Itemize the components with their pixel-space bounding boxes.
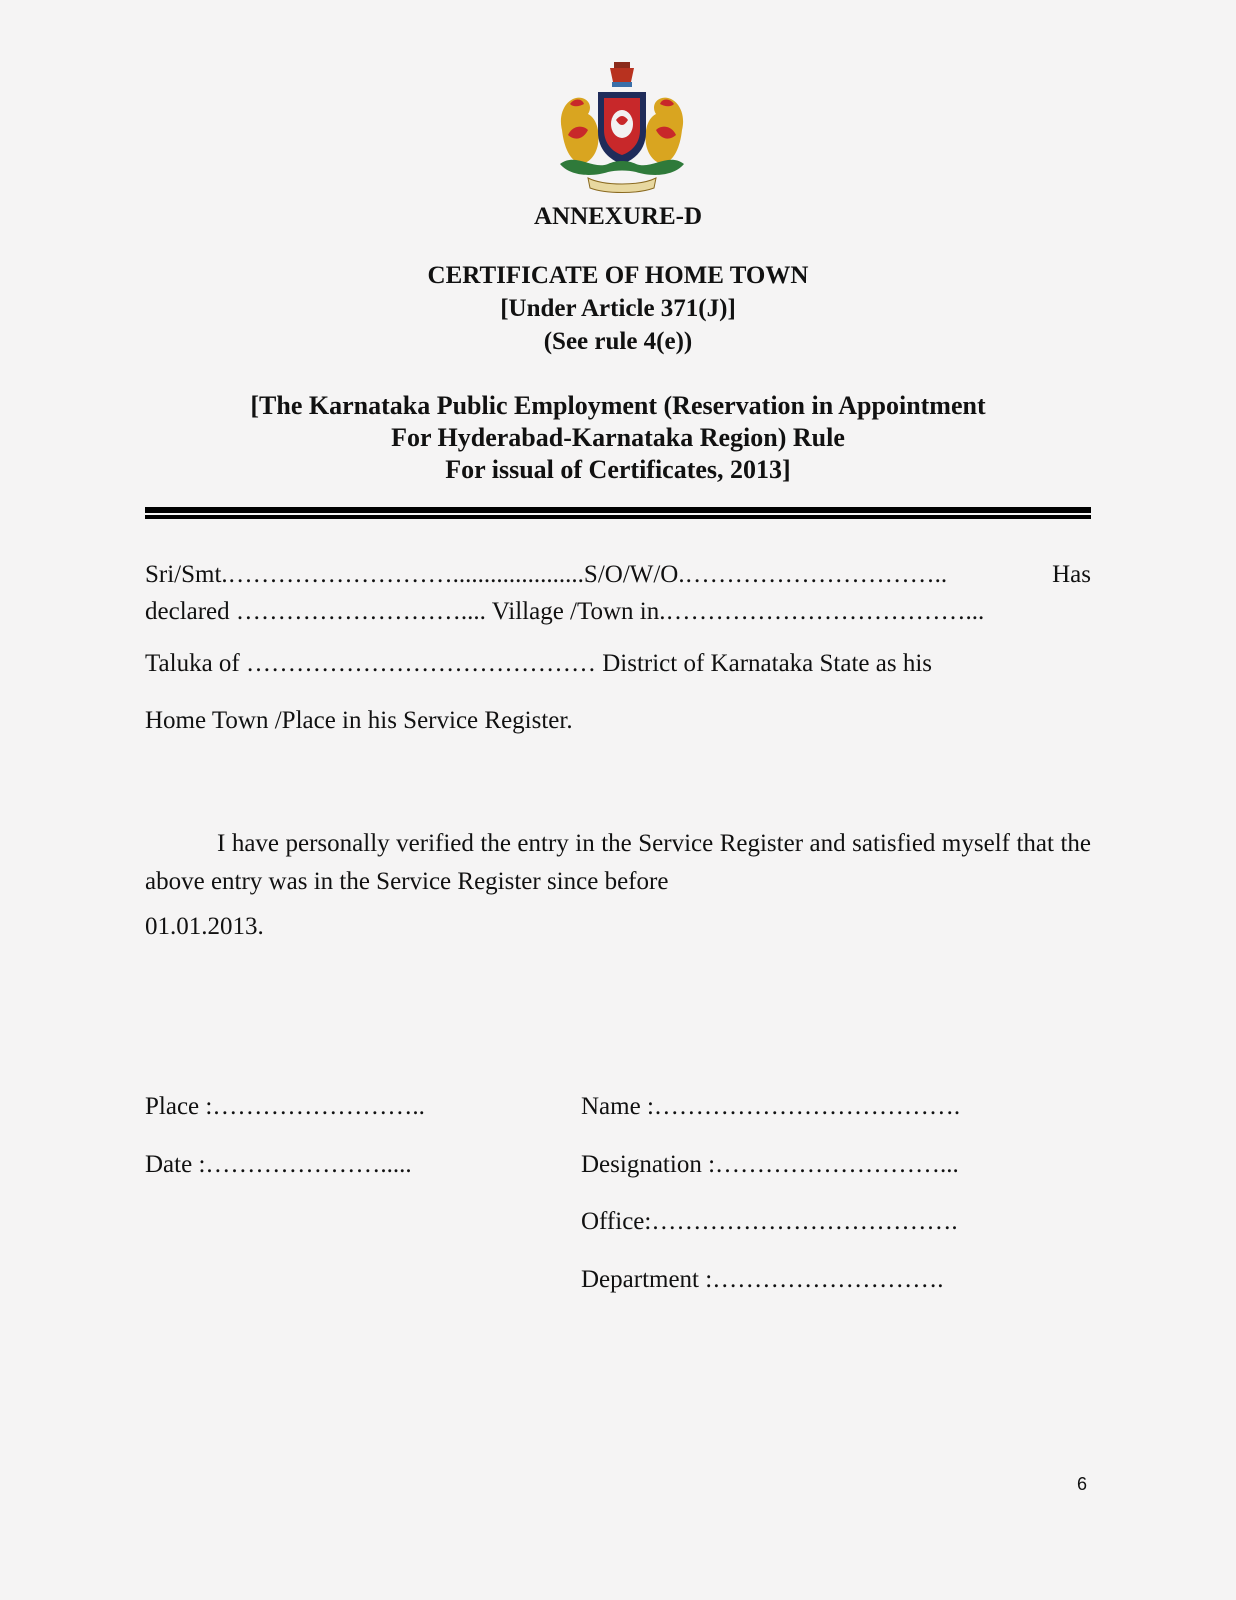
declaration-has: Has	[1052, 561, 1091, 588]
name-field: Name :……………………………….	[581, 1093, 961, 1120]
rules-title	[0, 390, 1236, 486]
certificate-title-line: CERTIFICATE OF HOME TOWN	[427, 262, 809, 289]
rules-title-line-3: For issual of Certificates, 2013]	[445, 455, 791, 484]
declaration-line-3: Taluka of …………………………………… District of Karnataka State as his	[145, 650, 932, 677]
divider-thick	[145, 507, 1091, 513]
declaration-name-field: Sri/Smt.……………………….....................S/O/W/O.…………………………..	[145, 561, 948, 588]
certificate-article-line: [Under Article 371(J)]	[500, 295, 736, 322]
office-field: Office:……………………………….	[581, 1208, 958, 1235]
declaration-line-1	[145, 556, 1091, 593]
verification-paragraph	[145, 825, 1091, 901]
department-field: Department :……………………….	[581, 1266, 944, 1293]
page-number: 6	[1077, 1474, 1088, 1494]
certificate-rule-line: (See rule 4(e))	[543, 328, 693, 355]
verification-text: I have personally verified the entry in the Service Register and satisfied myself that the above entry was in the Service Register since before	[145, 830, 1091, 895]
certificate-title	[0, 259, 1236, 358]
declaration-paragraph	[145, 556, 1091, 630]
declaration-line-4: Home Town /Place in his Service Register.	[145, 707, 573, 734]
declaration-line-2: declared ……………………….... Village /Town in.………………………………...	[145, 598, 985, 625]
date-field: Date :………………….....	[145, 1151, 412, 1178]
annexure-heading: ANNEXURE-D	[533, 203, 703, 230]
verification-date: 01.01.2013.	[145, 913, 264, 940]
karnataka-emblem-icon	[552, 60, 692, 195]
designation-field: Designation :………………………...	[581, 1151, 959, 1178]
place-field: Place :……………………..	[145, 1093, 425, 1120]
divider-thin	[145, 515, 1091, 519]
rules-title-line-1: [The Karnataka Public Employment (Reservation in Appointment	[250, 391, 986, 420]
rules-title-line-2: For Hyderabad-Karnataka Region) Rule	[391, 423, 845, 452]
